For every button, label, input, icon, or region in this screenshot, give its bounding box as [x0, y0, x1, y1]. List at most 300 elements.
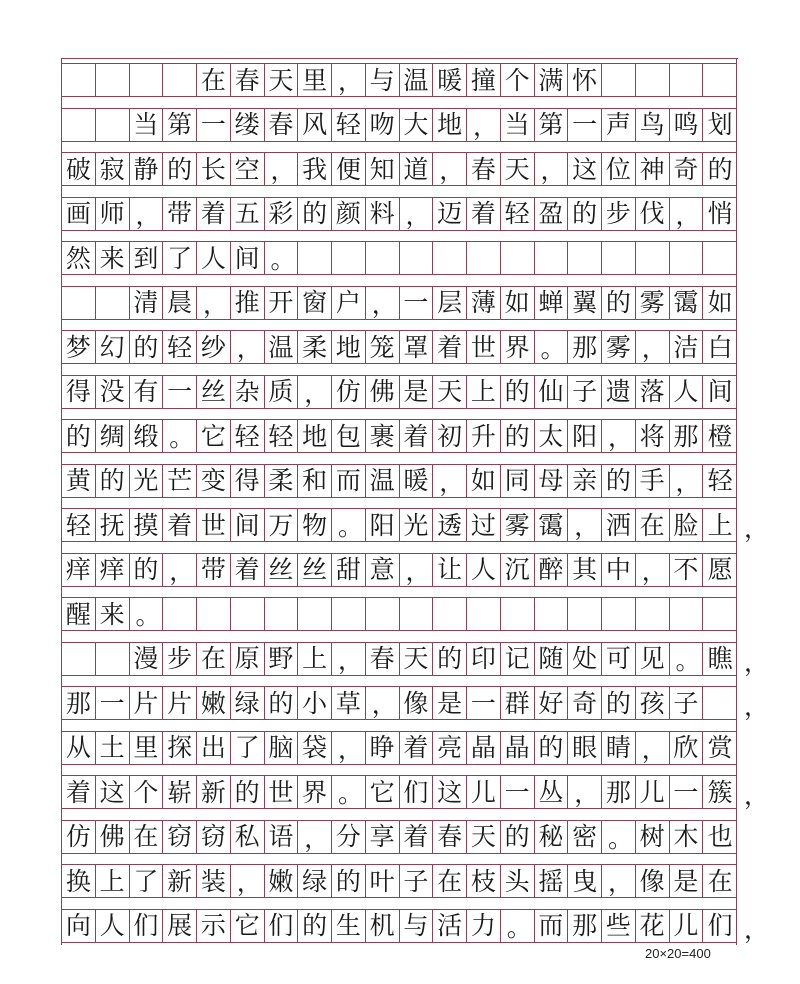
grid-row [62, 686, 737, 720]
empty-grid-cell [62, 287, 96, 319]
grid-cell: 柔 [265, 465, 299, 497]
grid-cell: 带 [197, 554, 231, 586]
grid-cell: ， [298, 376, 332, 408]
grid-cell: 亲 [568, 465, 602, 497]
grid-cell: 在 [197, 64, 231, 96]
grid-cell: 示 [197, 910, 231, 942]
grid-cell: 霭 [535, 509, 569, 541]
grid-cell: ， [332, 643, 366, 675]
grid-cell: 新 [197, 776, 231, 808]
grid-row [62, 820, 737, 854]
grid-cell: 轻 [707, 466, 733, 495]
grid-cell: 纱 [197, 331, 231, 363]
grid-cell: 盈 [535, 198, 569, 230]
empty-grid-cell [231, 598, 265, 630]
grid-cell: 睛 [602, 732, 636, 764]
empty-grid-cell [670, 64, 704, 96]
grid-cell: 漫 [130, 643, 164, 675]
grid-cell: 道 [400, 153, 434, 185]
grid-cell: 过 [467, 509, 501, 541]
empty-grid-cell [163, 598, 197, 630]
grid-cell: 天 [265, 64, 299, 96]
grid-row [62, 197, 737, 231]
grid-cell: 的 [535, 732, 569, 764]
grid-cell: 见 [636, 643, 670, 675]
grid-cell: 痒 [62, 554, 96, 586]
empty-grid-cell [332, 598, 366, 630]
empty-grid-cell [501, 242, 535, 274]
grid-cell: 轻 [231, 420, 265, 452]
grid-cell: 阳 [366, 509, 400, 541]
grid-cell: 上 [707, 510, 733, 540]
grid-cell: 变 [197, 465, 231, 497]
empty-grid-cell [163, 64, 197, 96]
overflow-punctuation: ， [744, 692, 770, 721]
grid-cell: 太 [535, 420, 569, 452]
grid-cell: 可 [602, 643, 636, 675]
grid-cell: 母 [535, 465, 569, 497]
grid-cell: 罩 [400, 331, 434, 363]
grid-cell: 丝 [265, 554, 299, 586]
grid-cell: 包 [332, 420, 366, 452]
grid-cell: 装 [197, 865, 231, 897]
grid-cell: 轻 [62, 509, 96, 541]
grid-cell: 。 [501, 910, 535, 942]
grid-cell: 了 [231, 732, 265, 764]
grid-cell: 头 [501, 865, 535, 897]
grid-cell: 一 [400, 287, 434, 319]
grid-cell: 吻 [366, 109, 400, 141]
overflow-punctuation: ， [744, 647, 770, 677]
empty-grid-cell [433, 242, 467, 274]
grid-cell: 窃 [163, 821, 197, 853]
grid-cell: 甜 [332, 554, 366, 586]
grid-cell: 在 [433, 865, 467, 897]
grid-cell: 袋 [298, 732, 332, 764]
grid-cell: 光 [130, 465, 164, 497]
grid-cell: 得 [62, 376, 96, 408]
grid-cell: ， [332, 732, 366, 764]
grid-cell: 一 [163, 376, 197, 408]
grid-cell: 丛 [535, 776, 569, 808]
grid-cell: 第 [163, 109, 197, 141]
grid-cell: 那 [568, 910, 602, 942]
grid-row [62, 286, 737, 320]
grid-cell: 橙 [707, 421, 733, 451]
empty-grid-cell [636, 242, 670, 274]
grid-cell: 师 [96, 198, 130, 230]
grid-cell: 木 [670, 821, 704, 853]
grid-cell: 白 [707, 332, 733, 362]
grid-cell: 出 [197, 732, 231, 764]
grid-cell: 寂 [96, 153, 130, 185]
grid-cell: 温 [400, 64, 434, 96]
grid-cell: 在 [707, 866, 733, 896]
grid-cell: 而 [535, 910, 569, 942]
grid-cell: 的 [501, 376, 535, 408]
empty-grid-cell [636, 64, 670, 96]
grid-row [62, 508, 737, 542]
grid-cell: ， [231, 331, 265, 363]
grid-cell: ， [130, 198, 164, 230]
grid-cell: 嫩 [197, 687, 231, 719]
grid-cell: 里 [130, 732, 164, 764]
grid-cell: 语 [265, 821, 299, 853]
grid-cell: ， [265, 153, 299, 185]
grid-cell: 幻 [96, 331, 130, 363]
grid-cell: 窃 [197, 821, 231, 853]
grid-cell: 随 [535, 643, 569, 675]
grid-cell: 风 [298, 109, 332, 141]
grid-cell: 记 [501, 643, 535, 675]
grid-cell: 来 [96, 242, 130, 274]
grid-cell: 裹 [366, 420, 400, 452]
grid-cell: 上 [298, 643, 332, 675]
empty-grid-cell [501, 598, 535, 630]
grid-cell: 步 [602, 198, 636, 230]
grid-cell: 的 [130, 331, 164, 363]
grid-cell: 知 [366, 153, 400, 185]
grid-row [62, 108, 737, 142]
grid-cell: ， [366, 687, 400, 719]
grid-cell: 步 [163, 643, 197, 675]
grid-row [62, 152, 737, 186]
grid-cell: 如 [501, 287, 535, 319]
grid-cell: 像 [400, 687, 434, 719]
grid-row [62, 864, 737, 898]
grid-cell: 天 [433, 376, 467, 408]
grid-cell: 这 [433, 776, 467, 808]
grid-cell: 着 [400, 821, 434, 853]
grid-cell: 那 [568, 331, 602, 363]
grid-cell: ， [163, 554, 197, 586]
grid-cell: 簇 [707, 777, 733, 807]
grid-cell: 雾 [602, 331, 636, 363]
grid-cell: 笼 [366, 331, 400, 363]
grid-cell: ， [433, 465, 467, 497]
grid-cell: 人 [197, 242, 231, 274]
grid-cell: 脑 [265, 732, 299, 764]
grid-cell: 叶 [366, 865, 400, 897]
grid-cell: 一 [197, 109, 231, 141]
grid-cell: 子 [400, 865, 434, 897]
grid-cell: 绿 [231, 687, 265, 719]
grid-cell: 那 [670, 420, 704, 452]
grid-cell: 向 [62, 910, 96, 942]
grid-cell: 满 [535, 64, 569, 96]
grid-cell: ， [636, 732, 670, 764]
grid-cell: 人 [96, 910, 130, 942]
grid-cell: 孩 [636, 687, 670, 719]
grid-cell: 们 [400, 776, 434, 808]
grid-cell: 伐 [636, 198, 670, 230]
grid-cell: 的 [602, 465, 636, 497]
grid-cell: 的 [707, 154, 733, 184]
grid-cell: 当 [501, 109, 535, 141]
grid-cell: 睁 [366, 732, 400, 764]
grid-cell: 丝 [197, 376, 231, 408]
grid-cell: 着 [231, 554, 265, 586]
grid-cell: 儿 [467, 776, 501, 808]
grid-cell: ， [602, 420, 636, 452]
empty-grid-cell [433, 598, 467, 630]
grid-cell: 分 [332, 821, 366, 853]
grid-row [62, 642, 737, 676]
grid-cell: 物 [298, 509, 332, 541]
grid-cell: ， [400, 554, 434, 586]
grid-cell: 的 [96, 465, 130, 497]
grid-cell: 里 [298, 64, 332, 96]
grid-cell: 痒 [96, 554, 130, 586]
grid-cell: 中 [602, 554, 636, 586]
grid-cell: 崭 [163, 776, 197, 808]
grid-cell: 清 [130, 287, 164, 319]
grid-cell: 划 [707, 110, 733, 139]
grid-cell: 质 [265, 376, 299, 408]
grid-cell: 沉 [501, 554, 535, 586]
grid-cell: 温 [265, 331, 299, 363]
grid-cell: 第 [535, 109, 569, 141]
grid-cell: 意 [366, 554, 400, 586]
grid-cell: 在 [636, 509, 670, 541]
grid-cell: 这 [568, 153, 602, 185]
grid-cell: 原 [231, 643, 265, 675]
grid-row [62, 241, 737, 275]
empty-grid-cell [703, 687, 737, 719]
grid-cell: 开 [265, 287, 299, 319]
grid-cell: 探 [163, 732, 197, 764]
grid-cell: 春 [366, 643, 400, 675]
grid-cell: 绸 [96, 420, 130, 452]
grid-row [62, 909, 737, 943]
grid-cell: 。 [332, 776, 366, 808]
grid-cell: 的 [433, 643, 467, 675]
frame-left-border [61, 58, 62, 945]
grid-cell: 醒 [62, 598, 96, 630]
grid-row [62, 419, 737, 453]
empty-grid-cell [298, 242, 332, 274]
grid-cell: 那 [62, 687, 96, 719]
grid-cell: 。 [670, 643, 704, 675]
grid-cell: 阳 [568, 420, 602, 452]
grid-cell: 展 [163, 910, 197, 942]
grid-row [62, 330, 737, 364]
grid-cell: 。 [163, 420, 197, 452]
grid-cell: 。 [535, 331, 569, 363]
grid-cell: 带 [163, 198, 197, 230]
grid-cell: 赏 [707, 733, 733, 762]
overflow-punctuation: ， [744, 914, 770, 944]
grid-cell: 的 [163, 153, 197, 185]
grid-cell: 悄 [707, 199, 733, 228]
grid-cell: 佛 [366, 376, 400, 408]
grid-cell: ， [636, 331, 670, 363]
grid-cell: 愿 [707, 555, 733, 584]
grid-cell: ， [332, 64, 366, 96]
overflow-punctuation: ， [744, 514, 770, 543]
grid-cell: 户 [332, 287, 366, 319]
grid-cell: 地 [298, 420, 332, 452]
grid-cell: 梦 [62, 331, 96, 363]
grid-cell: 将 [636, 420, 670, 452]
grid-cell: 洒 [602, 509, 636, 541]
grid-cell: 层 [433, 287, 467, 319]
grid-cell: 了 [163, 242, 197, 274]
grid-cell: 窗 [298, 287, 332, 319]
empty-grid-cell [670, 242, 704, 274]
grid-cell: 缕 [231, 109, 265, 141]
empty-grid-cell [535, 598, 569, 630]
grid-cell: 摇 [535, 865, 569, 897]
grid-cell: 来 [96, 598, 130, 630]
empty-grid-cell [602, 242, 636, 274]
grid-cell: 片 [163, 687, 197, 719]
grid-cell: 瞧 [707, 644, 733, 673]
grid-cell: 是 [433, 687, 467, 719]
grid-cell: 五 [231, 198, 265, 230]
grid-cell: 雾 [636, 287, 670, 319]
grid-cell: ， [467, 109, 501, 141]
grid-cell: 们 [265, 910, 299, 942]
grid-cell: ， [670, 465, 704, 497]
grid-cell: 是 [670, 865, 704, 897]
grid-cell: 私 [231, 821, 265, 853]
grid-cell: ， [602, 865, 636, 897]
grid-cell: 处 [568, 643, 602, 675]
grid-cell: 些 [602, 910, 636, 942]
grid-cell: 霭 [670, 287, 704, 319]
grid-cell: 雾 [501, 509, 535, 541]
grid-cell: 到 [130, 242, 164, 274]
grid-cell: 土 [96, 732, 130, 764]
grid-cell: 它 [197, 420, 231, 452]
empty-grid-cell [96, 643, 130, 675]
grid-row [62, 375, 737, 409]
grid-cell: 光 [400, 509, 434, 541]
grid-cell: 上 [467, 376, 501, 408]
empty-grid-cell [400, 242, 434, 274]
grid-cell: 芒 [163, 465, 197, 497]
grid-cell: 在 [197, 643, 231, 675]
grid-cell: 一 [568, 109, 602, 141]
empty-grid-cell [298, 598, 332, 630]
frame-top-line [61, 58, 738, 59]
empty-grid-cell [62, 643, 96, 675]
grid-cell: 枝 [467, 865, 501, 897]
grid-cell: ， [670, 198, 704, 230]
grid-cell: 同 [501, 465, 535, 497]
frame-right-border [736, 58, 737, 945]
grid-cell: 有 [130, 376, 164, 408]
grid-cell: 们 [130, 910, 164, 942]
empty-grid-cell [467, 242, 501, 274]
grid-cell: 杂 [231, 376, 265, 408]
grid-cell: 春 [265, 109, 299, 141]
grid-cell: 撞 [467, 64, 501, 96]
grid-cell: 的 [231, 776, 265, 808]
grid-cell: 地 [332, 331, 366, 363]
grid-cell: 世 [197, 509, 231, 541]
grid-cell: 从 [62, 732, 96, 764]
empty-grid-cell [62, 64, 96, 96]
grid-cell: 脸 [670, 509, 704, 541]
grid-cell: 活 [433, 910, 467, 942]
grid-cell: 大 [400, 109, 434, 141]
grid-cell: 长 [197, 153, 231, 185]
grid-cell: 洁 [670, 331, 704, 363]
grid-cell: 。 [602, 821, 636, 853]
grid-cell: 我 [298, 153, 332, 185]
grid-cell: 晨 [163, 287, 197, 319]
empty-grid-cell [568, 242, 602, 274]
grid-cell: ， [568, 776, 602, 808]
grid-cell: 与 [400, 910, 434, 942]
grid-cell: 间 [231, 509, 265, 541]
grid-cell: 春 [467, 153, 501, 185]
empty-grid-cell [96, 109, 130, 141]
grid-cell: 的 [602, 287, 636, 319]
grid-cell: 密 [568, 821, 602, 853]
grid-cell: 印 [467, 643, 501, 675]
grid-row [62, 731, 737, 765]
grid-cell: 它 [231, 910, 265, 942]
grid-cell: 仙 [535, 376, 569, 408]
grid-cell: 的 [602, 687, 636, 719]
grid-cell: 佛 [96, 821, 130, 853]
empty-grid-cell [332, 242, 366, 274]
empty-grid-cell [130, 64, 164, 96]
grid-row [62, 553, 737, 587]
grid-cell: 画 [62, 198, 96, 230]
grid-cell: ， [400, 198, 434, 230]
grid-cell: 世 [467, 331, 501, 363]
grid-cell: 和 [298, 465, 332, 497]
grid-cell: 它 [366, 776, 400, 808]
grid-cell: 世 [265, 776, 299, 808]
grid-cell: 让 [433, 554, 467, 586]
grid-cell: 树 [636, 821, 670, 853]
grid-cell: 生 [332, 910, 366, 942]
grid-row [62, 597, 737, 631]
grid-cell: 遗 [602, 376, 636, 408]
grid-cell: 的 [501, 420, 535, 452]
grid-cell: 着 [163, 509, 197, 541]
grid-cell: 。 [130, 598, 164, 630]
grid-cell: 的 [501, 821, 535, 853]
grid-cell: 迈 [433, 198, 467, 230]
empty-grid-cell [400, 598, 434, 630]
grid-cell: 春 [231, 64, 265, 96]
grid-cell: 抚 [96, 509, 130, 541]
grid-cell: 升 [467, 420, 501, 452]
grid-cell: 像 [636, 865, 670, 897]
grid-cell: 鸣 [670, 109, 704, 141]
grid-cell: 轻 [501, 198, 535, 230]
grid-cell: 儿 [670, 910, 704, 942]
grid-cell: 一 [670, 776, 704, 808]
grid-cell: 间 [707, 377, 733, 406]
grid-cell: 的 [62, 420, 96, 452]
grid-cell: 眼 [568, 732, 602, 764]
grid-cell: 如 [707, 288, 733, 317]
grid-size-caption: 20×20=400 [645, 946, 711, 961]
grid-cell: 。 [332, 509, 366, 541]
grid-cell: 着 [433, 331, 467, 363]
title-row [62, 63, 737, 97]
empty-grid-cell [96, 287, 130, 319]
grid-cell: 怀 [568, 64, 602, 96]
grid-row [62, 464, 737, 498]
